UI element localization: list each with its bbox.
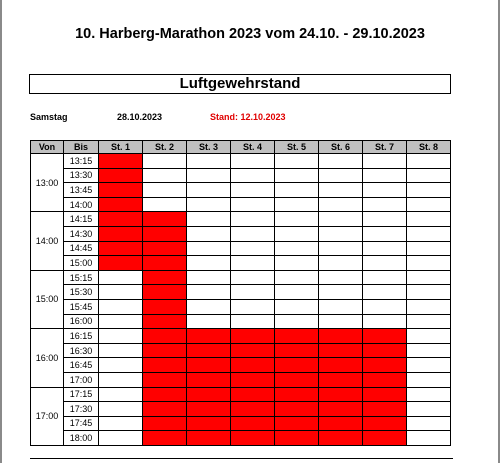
stand-7-slot-cell[interactable]: [363, 343, 407, 358]
stand-4-slot-cell[interactable]: [231, 197, 275, 212]
stand-2-slot-cell[interactable]: [143, 241, 187, 256]
stand-1-slot-cell[interactable]: [99, 343, 143, 358]
stand-6-slot-cell[interactable]: [319, 197, 363, 212]
stand-2-slot-cell[interactable]: [143, 212, 187, 227]
slot-time-cell: 17:15: [64, 387, 99, 402]
stand-2-slot-cell[interactable]: [143, 402, 187, 417]
stand-4-slot-cell[interactable]: [231, 372, 275, 387]
stand-6-slot-cell[interactable]: [319, 358, 363, 373]
table-row: [31, 329, 451, 344]
stand-1-slot-cell[interactable]: [99, 270, 143, 285]
table-row: [31, 154, 451, 169]
day-label: Samstag: [30, 112, 68, 122]
table-row: [31, 431, 451, 446]
stand-2-slot-cell[interactable]: [143, 416, 187, 431]
stand-2-slot-cell[interactable]: [143, 270, 187, 285]
stand-1-slot-cell[interactable]: [99, 431, 143, 446]
stand-1-slot-cell[interactable]: [99, 329, 143, 344]
slot-time-cell: 15:00: [64, 256, 99, 271]
header-st-8: St. 8: [407, 141, 451, 154]
stand-7-slot-cell[interactable]: [363, 372, 407, 387]
stand-6-slot-cell[interactable]: [319, 270, 363, 285]
slot-time-cell: 14:45: [64, 241, 99, 256]
stand-3-slot-cell[interactable]: [187, 343, 231, 358]
stand-2-slot-cell[interactable]: [143, 197, 187, 212]
table-row: [31, 270, 451, 285]
hour-cell: 14:00: [31, 212, 64, 270]
stand-7-slot-cell[interactable]: [363, 416, 407, 431]
stand-2-slot-cell[interactable]: [143, 329, 187, 344]
stand-3-slot-cell[interactable]: [187, 358, 231, 373]
stand-6-slot-cell[interactable]: [319, 256, 363, 271]
slot-time-cell: 13:30: [64, 168, 99, 183]
stand-7-slot-cell[interactable]: [363, 314, 407, 329]
stand-1-slot-cell[interactable]: [99, 212, 143, 227]
table-row: [31, 314, 451, 329]
stand-7-slot-cell[interactable]: [363, 197, 407, 212]
table-row: [31, 416, 451, 431]
header-st-1: St. 1: [99, 141, 143, 154]
stand-8-slot-cell[interactable]: [407, 299, 451, 314]
stand-1-slot-cell[interactable]: [99, 256, 143, 271]
stand-2-slot-cell[interactable]: [143, 168, 187, 183]
stand-8-slot-cell[interactable]: [407, 431, 451, 446]
slot-time-cell: 15:45: [64, 299, 99, 314]
stand-3-slot-cell[interactable]: [187, 183, 231, 198]
stand-5-slot-cell[interactable]: [275, 183, 319, 198]
stand-2-slot-cell[interactable]: [143, 285, 187, 300]
stand-1-slot-cell[interactable]: [99, 168, 143, 183]
table-row: [31, 226, 451, 241]
slot-time-cell: 16:00: [64, 314, 99, 329]
stand-3-slot-cell[interactable]: [187, 431, 231, 446]
stand-5-slot-cell[interactable]: [275, 256, 319, 271]
stand-3-slot-cell[interactable]: [187, 416, 231, 431]
stand-6-slot-cell[interactable]: [319, 183, 363, 198]
section-title: Luftgewehrstand: [29, 74, 451, 94]
stand-8-slot-cell[interactable]: [407, 387, 451, 402]
header-bis: Bis: [64, 141, 99, 154]
table-row: [31, 358, 451, 373]
stand-3-slot-cell[interactable]: [187, 197, 231, 212]
stand-8-slot-cell[interactable]: [407, 343, 451, 358]
stand-1-slot-cell[interactable]: [99, 183, 143, 198]
stand-4-slot-cell[interactable]: [231, 183, 275, 198]
stand-7-slot-cell[interactable]: [363, 387, 407, 402]
stand-4-slot-cell[interactable]: [231, 416, 275, 431]
stand-1-slot-cell[interactable]: [99, 402, 143, 417]
header-st-6: St. 6: [319, 141, 363, 154]
stand-5-slot-cell[interactable]: [275, 402, 319, 417]
stand-2-slot-cell[interactable]: [143, 358, 187, 373]
stand-2-slot-cell[interactable]: [143, 314, 187, 329]
stand-5-slot-cell[interactable]: [275, 387, 319, 402]
slot-time-cell: 14:00: [64, 197, 99, 212]
stand-6-slot-cell[interactable]: [319, 343, 363, 358]
stand-7-slot-cell[interactable]: [363, 256, 407, 271]
stand-2-slot-cell[interactable]: [143, 343, 187, 358]
stand-8-slot-cell[interactable]: [407, 314, 451, 329]
stand-6-slot-cell[interactable]: [319, 285, 363, 300]
slot-time-cell: 13:45: [64, 183, 99, 198]
hour-cell: 13:00: [31, 154, 64, 212]
slot-time-cell: 17:00: [64, 372, 99, 387]
slot-time-cell: 14:15: [64, 212, 99, 227]
stand-3-slot-cell[interactable]: [187, 241, 231, 256]
stand-4-slot-cell[interactable]: [231, 270, 275, 285]
stand-5-slot-cell[interactable]: [275, 197, 319, 212]
stand-7-slot-cell[interactable]: [363, 270, 407, 285]
stand-6-slot-cell[interactable]: [319, 402, 363, 417]
stand-2-slot-cell[interactable]: [143, 387, 187, 402]
stand-8-slot-cell[interactable]: [407, 372, 451, 387]
table-row: [31, 343, 451, 358]
table-row: [31, 197, 451, 212]
stand-8-slot-cell[interactable]: [407, 226, 451, 241]
hour-cell: 16:00: [31, 329, 64, 387]
stand-3-slot-cell[interactable]: [187, 168, 231, 183]
table-row: [31, 241, 451, 256]
stand-6-slot-cell[interactable]: [319, 329, 363, 344]
hour-cell: 17:00: [31, 387, 64, 445]
stand-1-slot-cell[interactable]: [99, 226, 143, 241]
stand-2-slot-cell[interactable]: [143, 256, 187, 271]
stand-6-slot-cell[interactable]: [319, 416, 363, 431]
stand-5-slot-cell[interactable]: [275, 241, 319, 256]
stand-6-slot-cell[interactable]: [319, 314, 363, 329]
slot-time-cell: 16:45: [64, 358, 99, 373]
header-st-4: St. 4: [231, 141, 275, 154]
table-row: [31, 256, 451, 271]
stand-3-slot-cell[interactable]: [187, 329, 231, 344]
stand-5-slot-cell[interactable]: [275, 372, 319, 387]
date-label: 28.10.2023: [117, 112, 163, 122]
stand-4-slot-cell[interactable]: [231, 241, 275, 256]
stand-3-slot-cell[interactable]: [187, 226, 231, 241]
stand-4-slot-cell[interactable]: [231, 256, 275, 271]
stand-7-slot-cell[interactable]: [363, 226, 407, 241]
stand-5-slot-cell[interactable]: [275, 154, 319, 169]
stand-8-slot-cell[interactable]: [407, 416, 451, 431]
slot-time-cell: 15:15: [64, 270, 99, 285]
stand-8-slot-cell[interactable]: [407, 402, 451, 417]
stand-2-slot-cell[interactable]: [143, 183, 187, 198]
page-edge-left: [0, 0, 2, 463]
stand-1-slot-cell[interactable]: [99, 154, 143, 169]
page-title: 10. Harberg-Marathon 2023 vom 24.10. - 29.10.2023: [75, 26, 425, 42]
stand-6-slot-cell[interactable]: [319, 299, 363, 314]
stand-7-slot-cell[interactable]: [363, 402, 407, 417]
slot-time-cell: 13:15: [64, 154, 99, 169]
stand-3-slot-cell[interactable]: [187, 299, 231, 314]
stand-4-slot-cell[interactable]: [231, 154, 275, 169]
stand-4-slot-cell[interactable]: [231, 226, 275, 241]
stand-5-slot-cell[interactable]: [275, 329, 319, 344]
stand-3-slot-cell[interactable]: [187, 256, 231, 271]
slot-time-cell: 18:00: [64, 431, 99, 446]
stand-7-slot-cell[interactable]: [363, 212, 407, 227]
stand-4-slot-cell[interactable]: [231, 329, 275, 344]
header-st-2: St. 2: [143, 141, 187, 154]
schedule-table: [30, 140, 451, 446]
stand-2-slot-cell[interactable]: [143, 299, 187, 314]
table-row: [31, 212, 451, 227]
stand-8-slot-cell[interactable]: [407, 197, 451, 212]
stand-7-slot-cell[interactable]: [363, 358, 407, 373]
table-row: [31, 372, 451, 387]
stand-8-slot-cell[interactable]: [407, 329, 451, 344]
stand-2-slot-cell[interactable]: [143, 226, 187, 241]
slot-time-cell: 16:30: [64, 343, 99, 358]
stand-5-slot-cell[interactable]: [275, 285, 319, 300]
stand-6-slot-cell[interactable]: [319, 372, 363, 387]
stand-4-slot-cell[interactable]: [231, 431, 275, 446]
stand-2-slot-cell[interactable]: [143, 154, 187, 169]
stand-3-slot-cell[interactable]: [187, 387, 231, 402]
stand-3-slot-cell[interactable]: [187, 314, 231, 329]
stand-3-slot-cell[interactable]: [187, 372, 231, 387]
header-st-3: St. 3: [187, 141, 231, 154]
header-row: [31, 141, 451, 154]
table-row: [31, 299, 451, 314]
stand-7-slot-cell[interactable]: [363, 299, 407, 314]
stand-7-slot-cell[interactable]: [363, 241, 407, 256]
table-row: [31, 183, 451, 198]
stand-8-slot-cell[interactable]: [407, 358, 451, 373]
header-st-5: St. 5: [275, 141, 319, 154]
table-row: [31, 387, 451, 402]
bottom-rule: [30, 458, 453, 459]
stand-label: Stand: 12.10.2023: [210, 112, 286, 122]
stand-7-slot-cell[interactable]: [363, 183, 407, 198]
slot-time-cell: 17:30: [64, 402, 99, 417]
stand-4-slot-cell[interactable]: [231, 358, 275, 373]
stand-7-slot-cell[interactable]: [363, 431, 407, 446]
stand-4-slot-cell[interactable]: [231, 168, 275, 183]
stand-7-slot-cell[interactable]: [363, 329, 407, 344]
hour-cell: 15:00: [31, 270, 64, 328]
stand-6-slot-cell[interactable]: [319, 431, 363, 446]
stand-8-slot-cell[interactable]: [407, 270, 451, 285]
stand-5-slot-cell[interactable]: [275, 358, 319, 373]
stand-4-slot-cell[interactable]: [231, 299, 275, 314]
stand-2-slot-cell[interactable]: [143, 372, 187, 387]
table-row: [31, 285, 451, 300]
header-st-7: St. 7: [363, 141, 407, 154]
stand-1-slot-cell[interactable]: [99, 416, 143, 431]
stand-1-slot-cell[interactable]: [99, 241, 143, 256]
stand-5-slot-cell[interactable]: [275, 299, 319, 314]
stand-8-slot-cell[interactable]: [407, 168, 451, 183]
stand-6-slot-cell[interactable]: [319, 154, 363, 169]
stand-8-slot-cell[interactable]: [407, 212, 451, 227]
schedule-body: [31, 154, 451, 446]
stand-1-slot-cell[interactable]: [99, 299, 143, 314]
stand-3-slot-cell[interactable]: [187, 154, 231, 169]
stand-7-slot-cell[interactable]: [363, 154, 407, 169]
stand-8-slot-cell[interactable]: [407, 256, 451, 271]
slot-time-cell: 16:15: [64, 329, 99, 344]
stand-4-slot-cell[interactable]: [231, 212, 275, 227]
stand-3-slot-cell[interactable]: [187, 402, 231, 417]
stand-1-slot-cell[interactable]: [99, 197, 143, 212]
stand-6-slot-cell[interactable]: [319, 241, 363, 256]
stand-8-slot-cell[interactable]: [407, 241, 451, 256]
table-row: [31, 168, 451, 183]
stand-5-slot-cell[interactable]: [275, 226, 319, 241]
stand-8-slot-cell[interactable]: [407, 154, 451, 169]
stand-1-slot-cell[interactable]: [99, 285, 143, 300]
stand-6-slot-cell[interactable]: [319, 226, 363, 241]
stand-2-slot-cell[interactable]: [143, 431, 187, 446]
stand-4-slot-cell[interactable]: [231, 285, 275, 300]
stand-5-slot-cell[interactable]: [275, 431, 319, 446]
stand-1-slot-cell[interactable]: [99, 314, 143, 329]
stand-5-slot-cell[interactable]: [275, 212, 319, 227]
stand-5-slot-cell[interactable]: [275, 168, 319, 183]
stand-6-slot-cell[interactable]: [319, 168, 363, 183]
table-row: [31, 402, 451, 417]
stand-4-slot-cell[interactable]: [231, 387, 275, 402]
stand-5-slot-cell[interactable]: [275, 343, 319, 358]
slot-time-cell: 14:30: [64, 226, 99, 241]
stand-5-slot-cell[interactable]: [275, 314, 319, 329]
stand-7-slot-cell[interactable]: [363, 285, 407, 300]
stand-8-slot-cell[interactable]: [407, 285, 451, 300]
stand-3-slot-cell[interactable]: [187, 285, 231, 300]
stand-3-slot-cell[interactable]: [187, 212, 231, 227]
slot-time-cell: 17:45: [64, 416, 99, 431]
stand-5-slot-cell[interactable]: [275, 270, 319, 285]
slot-time-cell: 15:30: [64, 285, 99, 300]
stand-6-slot-cell[interactable]: [319, 387, 363, 402]
stand-4-slot-cell[interactable]: [231, 343, 275, 358]
stand-1-slot-cell[interactable]: [99, 372, 143, 387]
stand-1-slot-cell[interactable]: [99, 387, 143, 402]
stand-4-slot-cell[interactable]: [231, 402, 275, 417]
stand-6-slot-cell[interactable]: [319, 212, 363, 227]
stand-1-slot-cell[interactable]: [99, 358, 143, 373]
stand-4-slot-cell[interactable]: [231, 314, 275, 329]
stand-3-slot-cell[interactable]: [187, 270, 231, 285]
stand-7-slot-cell[interactable]: [363, 168, 407, 183]
header-von: Von: [31, 141, 64, 154]
stand-5-slot-cell[interactable]: [275, 416, 319, 431]
stand-8-slot-cell[interactable]: [407, 183, 451, 198]
